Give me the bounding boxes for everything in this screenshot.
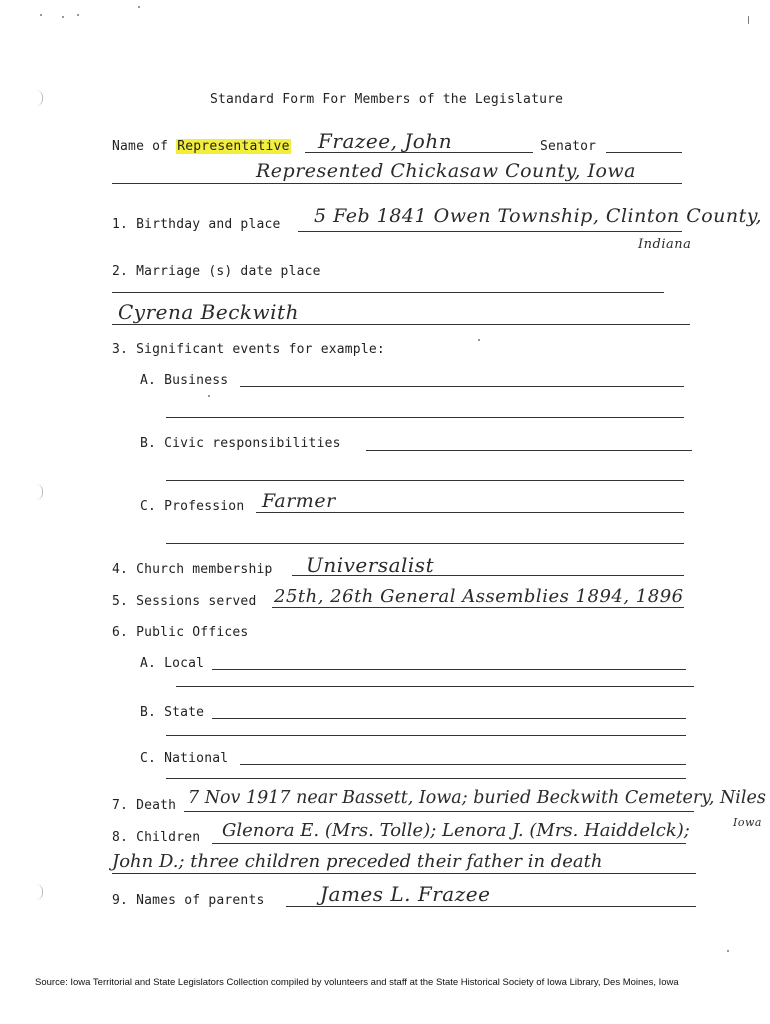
civic-responsibilities-label: B. Civic responsibilities [140,436,341,451]
scan-speck [77,14,79,16]
handwritten-death: 7 Nov 1917 near Bassett, Iowa; buried Beckwith Cemetery, Niles [188,788,766,808]
form-title: Standard Form For Members of the Legislature [210,92,564,107]
handwritten-spouse: Cyrena Beckwith [118,300,299,324]
scan-speck [727,950,729,952]
birthday-label: 1. Birthday and place [112,217,281,232]
handwritten-represented-county: Represented Chickasaw County, Iowa [256,160,636,182]
local-line-1 [212,669,686,670]
local-line-2 [176,686,694,687]
scan-speck [478,339,480,341]
national-line-1 [240,764,686,765]
business-line-1 [240,386,684,387]
profession-line-2 [166,543,684,544]
business-label: A. Business [140,373,229,388]
source-citation: Source: Iowa Territorial and State Legislators Collection compiled by volunteers and staff at the State Historical Society of Iowa Library, Des Moines, Iowa [35,977,679,988]
binding-hole-mark [36,90,43,106]
representative-label-highlighted: Representative [177,139,290,154]
church-membership-label: 4. Church membership [112,562,273,577]
binding-hole-mark [36,884,43,900]
names-of-parents-label: 9. Names of parents [112,893,265,908]
handwritten-church: Universalist [306,553,435,577]
national-line-2 [166,778,686,779]
scan-speck [62,16,64,18]
senator-line [606,152,682,153]
represented-line [112,183,682,184]
local-office-label: A. Local [140,656,205,671]
significant-events-label: 3. Significant events for example: [112,342,385,357]
scan-speck [748,16,749,24]
handwritten-name: Frazee, John [318,129,453,153]
handwritten-sessions: 25th, 26th General Assemblies 1894, 1896 [274,586,684,607]
handwritten-parents: James L. Frazee [320,882,491,906]
handwritten-children-continued: John D.; three children preceded their father in death [112,851,603,872]
civic-line-2 [166,480,684,481]
handwritten-birth: 5 Feb 1841 Owen Township, Clinton County, [314,205,763,227]
sessions-served-label: 5. Sessions served [112,594,257,609]
parents-line [286,906,696,907]
birthday-line [298,231,682,232]
name-label [112,139,291,154]
profession-line-1 [256,512,684,513]
scan-speck [138,6,140,8]
handwritten-profession: Farmer [262,490,336,512]
scan-speck [40,14,42,16]
marriage-line-2 [112,324,690,325]
public-offices-label: 6. Public Offices [112,625,249,640]
marriage-label: 2. Marriage (s) date place [112,264,321,279]
children-line-2 [112,873,696,874]
name-label-prefix: Name of [112,139,177,154]
marriage-line-1 [112,292,664,293]
business-line-2 [166,417,684,418]
state-line-2 [166,735,686,736]
state-line-1 [212,718,686,719]
national-office-label: C. National [140,751,229,766]
death-label: 7. Death [112,798,177,813]
profession-label: C. Profession [140,499,245,514]
death-line [184,811,694,812]
binding-hole-mark [36,484,43,500]
children-label: 8. Children [112,830,201,845]
state-office-label: B. State [140,705,205,720]
handwritten-children: Glenora E. (Mrs. Tolle); Lenora J. (Mrs. Haiddelck); [222,820,690,841]
handwritten-death-margin-note: Iowa [733,816,762,829]
civic-line-1 [366,450,692,451]
senator-label: Senator [540,139,597,154]
sessions-line [272,607,684,608]
handwritten-birth-state: Indiana [638,237,692,252]
children-line-1 [212,843,686,844]
scan-speck [208,395,210,397]
